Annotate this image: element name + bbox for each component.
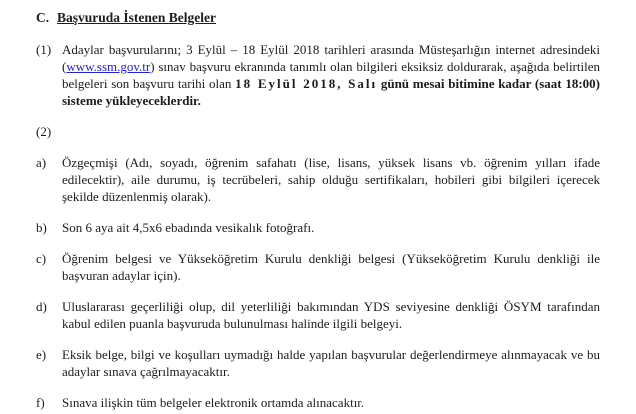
doc-item-e [36,346,600,380]
item-text [62,154,600,205]
text-segment: Sınava ilişkin tüm belgeler elektronik ortamda alınacaktır. [62,395,365,410]
text-segment: 18 Eylül 2018, Salı [235,76,378,91]
item-text [62,250,600,284]
item-label: a) [36,155,47,170]
doc-item-a [36,154,600,205]
section-heading-label: C. [36,10,50,25]
item-text [62,298,600,332]
document-item-list [36,41,600,411]
text-segment: Son 6 aya ait 4,5x6 ebadında vesikalık fotoğrafı. [62,220,315,235]
item-label: e) [36,347,47,362]
doc-item-1 [36,41,600,109]
doc-item-d [36,298,600,332]
item-label: (1) [36,42,52,57]
item-label: (2) [36,124,52,139]
item-label: d) [36,299,47,314]
doc-item-b [36,219,600,236]
text-segment: Eksik belge, bilgi ve koşulları uymadığı halde yapılan başvurular değerlendirmeye alınmayacak ve bu adaylar sınava çağrılmayacaktır. [62,347,600,379]
text-segment: ) sınav başvuru ekranında tanımlı olan bilgileri eksiksiz doldurarak, aşağıda belirtilen belgeleri son başvuru tarihi olan [62,59,600,91]
item-label: f) [36,395,45,410]
item-text [62,123,600,140]
text-segment: Uluslararası geçerliliği olup, dil yeterliliği bakımından YDS seviyesine denkliği ÖSYM tarafından kabul edilen puanla başvuruda bulunulması halinde ilgili belgeyi. [62,299,600,331]
text-segment: günü mesai bitimine kadar (saat 18:00) sisteme yükleyeceklerdir. [62,76,601,108]
item-text [62,346,600,380]
section-heading [36,9,600,26]
item-label: c) [36,251,47,266]
doc-item-f [36,394,600,411]
item-label: b) [36,220,47,235]
text-segment: Özgeçmişi (Adı, soyadı, öğrenim safahatı (lise, lisans, yüksek lisans vb. öğrenim yılları ifade edilecektir), aile durumu, iş tecrübeleri, sahip olduğu sertifikaları, hobileri gibi bilgileri içerecek şekilde düzenlenmiş olarak). [62,155,600,204]
ssm-link[interactable]: www.ssm.gov.tr [66,59,151,74]
section-heading-title: Başvuruda İstenen Belgeler [57,10,217,25]
text-segment: Adaylar başvurularını; 3 Eylül – 18 Eylül 2018 tarihleri arasında Müsteşarlığın internet adresindeki ( [62,42,600,74]
doc-item-c [36,250,600,284]
text-segment: Öğrenim belgesi ve Yükseköğretim Kurulu denkliği belgesi (Yükseköğretim Kurulu denkliği ile başvuran adaylar için). [62,251,600,283]
item-text [62,394,600,411]
item-text [62,219,600,236]
item-text [62,41,600,109]
doc-item-2 [36,123,600,140]
